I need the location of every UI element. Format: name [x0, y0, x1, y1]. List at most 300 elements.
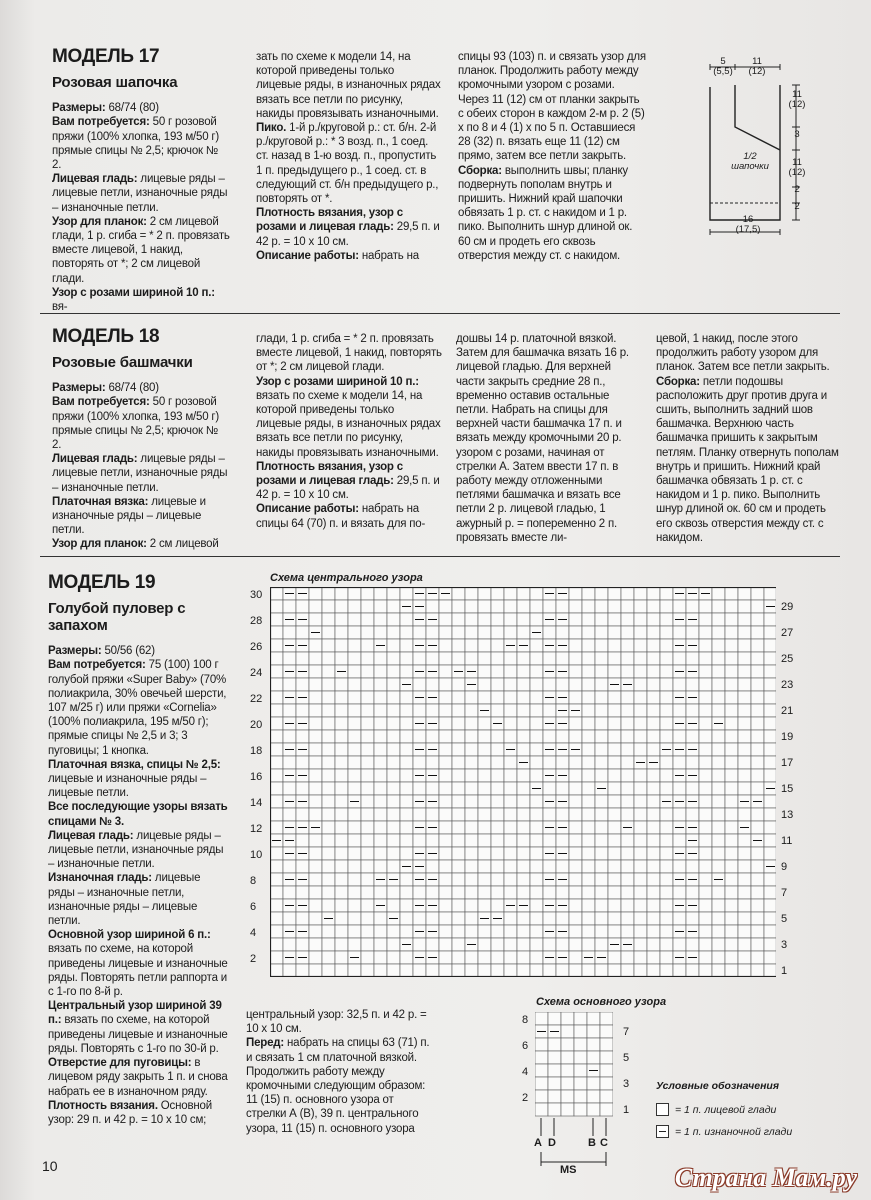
chart-cell	[595, 964, 608, 977]
chart-cell	[595, 925, 608, 938]
chart-cell	[608, 769, 621, 782]
chart-cell	[374, 821, 387, 834]
chart-cell	[452, 925, 465, 938]
chart-cell	[335, 912, 348, 925]
paragraph-text: 68/74 (80)	[105, 102, 159, 115]
chart-cell	[543, 626, 556, 639]
row-number: 6	[250, 901, 257, 913]
paragraph-text: лицевые ряды – лицевые петли, изнаночные ряды – изнаночные петли.	[52, 453, 228, 494]
chart-cell	[452, 769, 465, 782]
chart-cell	[738, 938, 751, 951]
paragraph-text: 2 см лицевой глади, 1 р. сгиба = * 2 п. провязать вместе лицевой, 1 накид, повторять от *; 2 см лицевой глади.	[52, 215, 230, 285]
chart-cell	[517, 912, 530, 925]
chart-cell	[686, 860, 699, 873]
chart-cell	[283, 730, 296, 743]
chart-cell	[348, 587, 361, 600]
row-number: 12	[250, 823, 263, 835]
chart-cell	[699, 886, 712, 899]
row-number: 5	[623, 1052, 630, 1064]
chart-cell	[587, 1025, 600, 1038]
chart-cell	[530, 847, 543, 860]
chart-cell	[751, 613, 764, 626]
chart-cell	[296, 678, 309, 691]
paragraph	[456, 332, 642, 545]
paragraph-text: петли подошвы расположить друг против друга и сшить, выполнить задний шов башмачка. Верхнюю часть башмачка пришить к закрытым петлям. Планку отвернуть пополам внутрь и пришить. Нижний край башмачка обвязать 1 р. ст. с накидом и 1 р. пико. Выполнить шнур длиной ок. 60 см и продеть его сквозь отверстия между ст. с накидом.	[656, 375, 839, 544]
paragraph-heading: Перед:	[246, 1037, 285, 1050]
chart-cell	[660, 925, 673, 938]
chart-cell	[361, 730, 374, 743]
chart-cell	[361, 756, 374, 769]
chart-cell	[309, 587, 322, 600]
chart-cell	[738, 886, 751, 899]
chart-cell	[686, 886, 699, 899]
chart-cell	[361, 769, 374, 782]
chart-cell	[634, 821, 647, 834]
chart-cell	[543, 678, 556, 691]
chart-cell	[582, 808, 595, 821]
paragraph	[256, 332, 442, 375]
chart-cell	[647, 626, 660, 639]
chart-cell	[725, 925, 738, 938]
chart-cell	[634, 704, 647, 717]
chart-cell	[725, 600, 738, 613]
paragraph-text: лицевые и изнаночные ряды – лицевые петли.	[52, 495, 206, 537]
chart-cell	[608, 743, 621, 756]
chart-cell	[535, 1038, 548, 1051]
paragraph	[52, 215, 230, 286]
chart-cell	[283, 782, 296, 795]
chart-cell	[686, 678, 699, 691]
chart-cell	[504, 886, 517, 899]
chart-cell	[530, 951, 543, 964]
chart-cell	[439, 626, 452, 639]
chart-cell	[348, 613, 361, 626]
chart-cell	[296, 912, 309, 925]
chart-cell	[673, 730, 686, 743]
paragraph	[48, 644, 228, 658]
chart-cell	[322, 925, 335, 938]
chart-cell	[751, 860, 764, 873]
chart-cell	[582, 938, 595, 951]
chart-cell	[439, 678, 452, 691]
chart-cell	[374, 613, 387, 626]
chart-cell	[699, 834, 712, 847]
chart-cell	[673, 834, 686, 847]
chart-cell	[452, 938, 465, 951]
chart-cell	[426, 834, 439, 847]
chart-cell	[465, 886, 478, 899]
chart-cell	[660, 756, 673, 769]
chart-cell	[569, 769, 582, 782]
chart-cell	[452, 652, 465, 665]
chart-cell	[465, 600, 478, 613]
chart-cell	[296, 626, 309, 639]
chart-cell	[699, 691, 712, 704]
chart-cell	[478, 873, 491, 886]
chart-cell	[751, 626, 764, 639]
chart-cell	[348, 743, 361, 756]
row-number: 24	[250, 667, 263, 679]
chart-cell	[400, 665, 413, 678]
paragraph-heading: Размеры:	[52, 382, 106, 395]
row-number: 22	[250, 693, 263, 705]
chart-cell	[439, 847, 452, 860]
chart-cell	[738, 912, 751, 925]
chart-cell	[725, 613, 738, 626]
chart-cell	[608, 782, 621, 795]
chart-cell	[712, 704, 725, 717]
paragraph-heading: Плотность вязания.	[48, 1099, 158, 1112]
paragraph	[52, 495, 230, 538]
chart-cell	[725, 951, 738, 964]
chart-cell	[439, 873, 452, 886]
chart-cell	[335, 730, 348, 743]
chart-cell	[387, 886, 400, 899]
chart-cell	[621, 587, 634, 600]
paragraph-text: 50/56 (62)	[101, 645, 155, 658]
chart-cell	[413, 756, 426, 769]
chart-cell	[556, 678, 569, 691]
chart-cell	[270, 730, 283, 743]
chart-cell	[569, 678, 582, 691]
chart-cell	[712, 613, 725, 626]
chart-cell	[491, 587, 504, 600]
paragraph	[48, 658, 228, 757]
chart-cell	[270, 847, 283, 860]
chart-cell	[556, 886, 569, 899]
chart-cell	[413, 912, 426, 925]
chart-cell	[634, 782, 647, 795]
chart-cell	[322, 964, 335, 977]
chart-cell	[738, 860, 751, 873]
chart-cell	[504, 834, 517, 847]
chart-cell	[335, 782, 348, 795]
chart-cell	[439, 951, 452, 964]
chart-cell	[348, 834, 361, 847]
chart-cell	[361, 847, 374, 860]
chart-cell	[751, 665, 764, 678]
chart-cell	[478, 587, 491, 600]
chart-cell	[712, 912, 725, 925]
chart-cell	[491, 795, 504, 808]
chart-cell	[561, 1077, 574, 1090]
chart-cell	[400, 652, 413, 665]
arrow-label-a: A	[534, 1137, 542, 1149]
chart-cell	[335, 639, 348, 652]
chart-cell	[569, 652, 582, 665]
chart-cell	[660, 678, 673, 691]
chart-cell	[348, 912, 361, 925]
chart-cell	[569, 587, 582, 600]
chart-cell	[699, 860, 712, 873]
chart-cell	[712, 600, 725, 613]
chart-cell	[361, 639, 374, 652]
chart-cell	[348, 730, 361, 743]
chart-cell	[548, 1090, 561, 1103]
chart-cell	[587, 1077, 600, 1090]
chart-cell	[595, 704, 608, 717]
chart-cell	[530, 860, 543, 873]
chart-cell	[387, 600, 400, 613]
chart-cell	[439, 925, 452, 938]
chart-cell	[712, 964, 725, 977]
chart-cell	[348, 886, 361, 899]
chart-cell	[439, 691, 452, 704]
chart-cell	[660, 613, 673, 626]
chart-cell	[595, 665, 608, 678]
paragraph-text: вя-	[52, 301, 68, 314]
chart-cell	[634, 613, 647, 626]
chart-cell	[647, 600, 660, 613]
chart-cell	[608, 665, 621, 678]
chart-cell	[478, 678, 491, 691]
paragraph	[656, 375, 842, 545]
chart-cell	[764, 821, 776, 834]
chart-cell	[322, 782, 335, 795]
chart-cell	[673, 756, 686, 769]
chart-cell	[283, 808, 296, 821]
chart-cell	[686, 938, 699, 951]
chart-cell	[348, 626, 361, 639]
chart-cell	[556, 730, 569, 743]
chart-cell	[712, 951, 725, 964]
chart-cell	[504, 704, 517, 717]
chart-cell	[595, 808, 608, 821]
chart-cell	[621, 834, 634, 847]
chart-cell	[634, 912, 647, 925]
chart-cell	[634, 769, 647, 782]
chart-cell	[322, 860, 335, 873]
chart-cell	[725, 769, 738, 782]
row-number: 25	[781, 653, 794, 665]
hat-dim-r4: 2	[794, 184, 800, 195]
paragraph	[256, 206, 442, 249]
chart-cell	[270, 808, 283, 821]
chart-cell	[322, 795, 335, 808]
chart-cell	[673, 860, 686, 873]
chart-cell	[647, 717, 660, 730]
chart-cell	[712, 821, 725, 834]
chart-cell	[322, 600, 335, 613]
chart-cell	[530, 756, 543, 769]
paragraph	[256, 460, 442, 503]
chart-cell	[569, 600, 582, 613]
chart-cell	[764, 639, 776, 652]
chart-cell	[647, 899, 660, 912]
chart-cell	[751, 587, 764, 600]
row-number: 1	[781, 965, 788, 977]
chart-cell	[582, 756, 595, 769]
chart-cell	[574, 1025, 587, 1038]
chart-cell	[400, 743, 413, 756]
chart-cell	[335, 795, 348, 808]
chart-cell	[600, 1103, 613, 1116]
paragraph-text: 50 г розовой пряжи (100% хлопка, 193 м/50 г) прямые спицы № 2,5; крючок № 2.	[52, 116, 220, 172]
chart-cell	[491, 886, 504, 899]
paragraph	[48, 928, 228, 999]
chart-cell	[543, 730, 556, 743]
chart-cell	[738, 600, 751, 613]
chart-cell	[535, 1051, 548, 1064]
paragraph-text: 29,5 п. и 42 р. = 10 х 10 см.	[256, 221, 440, 248]
chart-cell	[569, 912, 582, 925]
paragraph-heading: Сборка:	[656, 375, 700, 388]
chart-cell	[322, 704, 335, 717]
chart-cell	[387, 951, 400, 964]
chart-cell	[465, 847, 478, 860]
chart-cell	[322, 938, 335, 951]
chart-cell	[387, 860, 400, 873]
chart-cell	[569, 665, 582, 678]
chart-cell	[764, 613, 776, 626]
chart-cell	[309, 795, 322, 808]
chart-cell	[582, 639, 595, 652]
chart-cell	[387, 769, 400, 782]
row-number: 4	[250, 927, 257, 939]
chart-cell	[452, 626, 465, 639]
paragraph-heading: Отверстие для пуговицы:	[48, 1057, 192, 1070]
chart-cell	[699, 743, 712, 756]
chart-cell	[608, 808, 621, 821]
chart-cell	[587, 1038, 600, 1051]
chart-cell	[361, 912, 374, 925]
paragraph-text: 2 см лицевой	[146, 538, 219, 551]
paragraph	[48, 758, 228, 801]
model18-col3	[456, 332, 642, 545]
paragraph-text: 68/74 (80)	[105, 382, 159, 395]
chart-cell	[699, 756, 712, 769]
chart-cell	[647, 808, 660, 821]
chart-cell	[400, 821, 413, 834]
chart-cell	[517, 613, 530, 626]
chart-cell	[751, 964, 764, 977]
chart-cell	[647, 587, 660, 600]
chart-cell	[270, 587, 283, 600]
row-number: 1	[623, 1104, 630, 1116]
chart-cell	[387, 834, 400, 847]
chart-cell	[530, 652, 543, 665]
chart-cell	[322, 808, 335, 821]
chart-cell	[712, 587, 725, 600]
chart-cell	[595, 756, 608, 769]
legend-purl-swatch	[656, 1125, 669, 1138]
chart-cell	[582, 912, 595, 925]
chart-cell	[348, 678, 361, 691]
chart-cell	[535, 1103, 548, 1116]
chart-cell	[452, 795, 465, 808]
chart-cell	[426, 938, 439, 951]
chart-cell	[582, 613, 595, 626]
chart-cell	[374, 769, 387, 782]
chart-cell	[387, 782, 400, 795]
chart-cell	[426, 730, 439, 743]
chart-cell	[530, 834, 543, 847]
chart-cell	[439, 912, 452, 925]
chart-cell	[361, 951, 374, 964]
paragraph	[48, 871, 228, 928]
chart-cell	[478, 769, 491, 782]
chart-cell	[400, 587, 413, 600]
chart-cell	[270, 782, 283, 795]
chart-cell	[413, 782, 426, 795]
chart-cell	[439, 808, 452, 821]
paragraph-text: лицевые ряды – изнаночные петли, изнаночные ряды – лицевые петли.	[48, 872, 201, 928]
chart-cell	[400, 717, 413, 730]
chart-cell	[296, 782, 309, 795]
chart-cell	[595, 873, 608, 886]
chart-cell	[582, 795, 595, 808]
paragraph	[256, 502, 442, 530]
chart-cell	[751, 925, 764, 938]
row-number: 8	[250, 875, 257, 887]
chart-cell	[361, 899, 374, 912]
chart-cell	[647, 795, 660, 808]
paragraph	[256, 249, 442, 263]
chart-cell	[478, 626, 491, 639]
chart-cell	[296, 730, 309, 743]
chart-cell	[322, 678, 335, 691]
chart-cell	[561, 1025, 574, 1038]
paragraph-heading: Размеры:	[48, 645, 102, 658]
chart-cell	[426, 704, 439, 717]
chart-cell	[439, 886, 452, 899]
chart-cell	[738, 951, 751, 964]
chart-cell	[322, 730, 335, 743]
paragraph-heading: Основной узор шириной 6 п.:	[48, 929, 211, 942]
chart-cell	[504, 730, 517, 743]
chart-cell	[569, 808, 582, 821]
chart-cell	[647, 743, 660, 756]
chart-cell	[400, 782, 413, 795]
model18-col4	[656, 332, 842, 545]
chart-cell	[361, 613, 374, 626]
chart-cell	[452, 743, 465, 756]
chart-cell	[491, 743, 504, 756]
chart-cell	[751, 652, 764, 665]
chart-cell	[335, 834, 348, 847]
chart-cell	[660, 912, 673, 925]
chart-cell	[699, 600, 712, 613]
chart-cell	[530, 925, 543, 938]
chart-cell	[270, 899, 283, 912]
chart-cell	[738, 665, 751, 678]
chart-cell	[348, 847, 361, 860]
chart-cell	[465, 587, 478, 600]
chart-cell	[738, 782, 751, 795]
chart-cell	[686, 652, 699, 665]
chart-cell	[452, 860, 465, 873]
chart-cell	[582, 587, 595, 600]
chart-cell	[660, 782, 673, 795]
chart-cell	[621, 873, 634, 886]
chart-cell	[387, 665, 400, 678]
chart-cell	[465, 730, 478, 743]
paragraph	[48, 1099, 228, 1127]
paragraph-heading: Лицевая гладь:	[52, 173, 138, 186]
chart-cell	[569, 613, 582, 626]
chart-cell	[270, 678, 283, 691]
chart-cell	[764, 964, 776, 977]
chart-cell	[504, 938, 517, 951]
chart-cell	[608, 925, 621, 938]
chart-cell	[439, 600, 452, 613]
chart-cell	[621, 899, 634, 912]
chart-cell	[452, 821, 465, 834]
chart-cell	[621, 860, 634, 873]
chart-cell	[335, 860, 348, 873]
chart-cell	[608, 600, 621, 613]
chart-cell	[699, 639, 712, 652]
